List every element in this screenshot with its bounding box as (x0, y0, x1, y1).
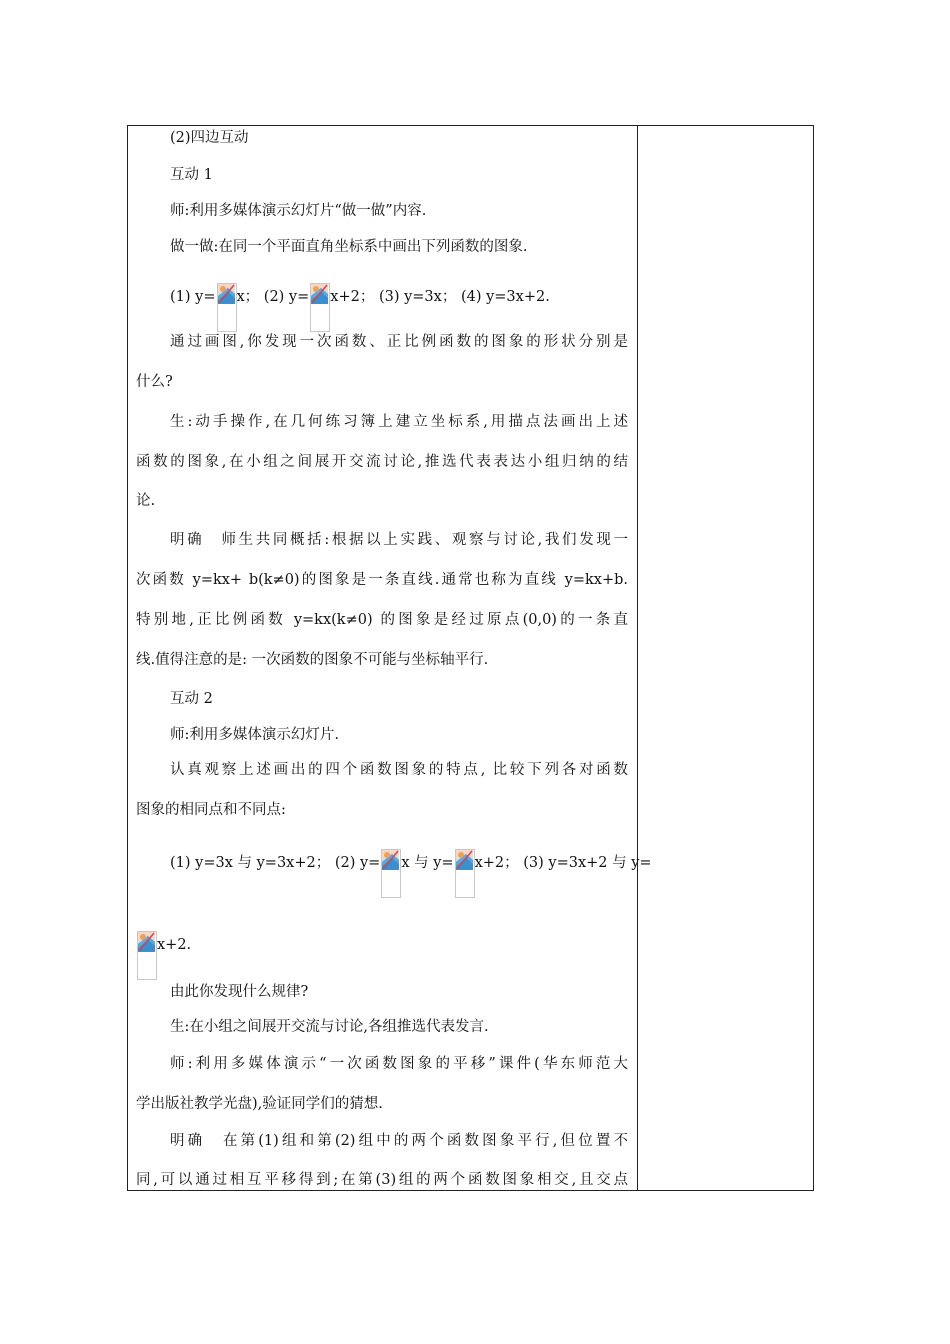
formula-text: x+2； (3) y=3x； (4) y=3x+2. (330, 289, 550, 305)
formula-text: x+2； (3) y=3x+2 与 y= (474, 855, 652, 871)
text-line: 由此你发现什么规律? (170, 984, 309, 1000)
formula-text: x； (2) y= (236, 289, 310, 305)
text-line: 明确 师生共同概括:根据以上实践、观察与讨论,我们发现一 (170, 532, 628, 548)
broken-image-icon (137, 931, 156, 979)
text-line: 师:利用多媒体演示幻灯片. (170, 727, 339, 743)
text-line: 次函数 y=kx+ b(k≠0)的图象是一条直线.通常也称为直线 y=kx+b. (136, 572, 628, 588)
text-line: 什么? (136, 374, 173, 390)
broken-image-icon (310, 283, 329, 331)
text-line: 做一做:在同一个平面直角坐标系中画出下列函数的图象. (170, 239, 528, 255)
text-line: 特别地,正比例函数 y=kx(k≠0) 的图象是经过原点(0,0)的一条直 (136, 612, 628, 628)
text-line: 生:动手操作,在几何练习簿上建立坐标系,用描点法画出上述 (170, 414, 628, 430)
text-line: 线.值得注意的是: 一次函数的图象不可能与坐标轴平行. (136, 652, 489, 668)
text-line: (2)四边互动 (170, 130, 249, 146)
text-line: 同,可以通过相互平移得到;在第(3)组的两个函数图象相交,且交点 (136, 1172, 628, 1188)
text-line: 互动 2 (170, 691, 213, 707)
broken-image-icon (381, 849, 400, 897)
text-line: 师:利用多媒体演示“一次函数图象的平移”课件(华东师范大 (170, 1056, 628, 1072)
formula-line (136, 931, 191, 979)
broken-image-icon (455, 849, 474, 897)
text-line: 图象的相同点和不同点: (136, 802, 286, 818)
formula-line (170, 849, 652, 897)
formula-text: x+2. (157, 937, 192, 953)
text-line: 认真观察上述画出的四个函数图象的特点, 比较下列各对函数 (170, 762, 628, 778)
text-line: 学出版社教学光盘),验证同学们的猜想. (136, 1096, 383, 1112)
text-line: 论. (136, 493, 156, 509)
text-line: 互动 1 (170, 167, 213, 183)
column-divider (637, 125, 638, 1191)
text-line: 师:利用多媒体演示幻灯片“做一做”内容. (170, 203, 427, 219)
formula-text: x 与 y= (401, 855, 454, 871)
text-line: 通过画图,你发现一次函数、正比例函数的图象的形状分别是 (170, 334, 628, 350)
formula-line (170, 283, 550, 331)
text-line: 明确 在第(1)组和第(2)组中的两个函数图象平行,但位置不 (170, 1133, 628, 1149)
text-line: 函数的图象,在小组之间展开交流讨论,推选代表表达小组归纳的结 (136, 454, 628, 470)
text-line: 生:在小组之间展开交流与讨论,各组推选代表发言. (170, 1019, 489, 1035)
formula-text: (1) y= (170, 289, 216, 305)
formula-text: (1) y=3x 与 y=3x+2； (2) y= (170, 855, 381, 871)
broken-image-icon (217, 283, 236, 331)
